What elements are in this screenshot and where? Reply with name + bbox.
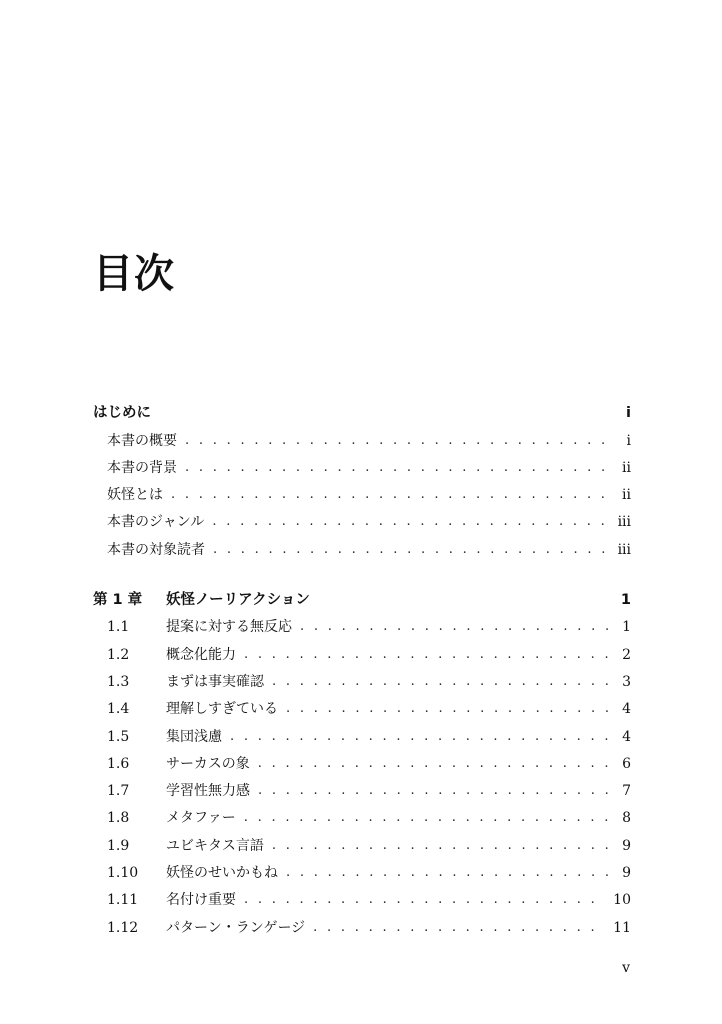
toc-entry-title: 本書の対象読者 [107,541,205,558]
toc-entry[interactable] [93,692,631,719]
dot-leader [286,863,611,883]
section-number: 1.12 [107,919,139,936]
toc-entry-title: パターン・ランゲージ [166,919,306,936]
toc-entry[interactable] [93,478,631,505]
toc-entry[interactable] [93,637,631,664]
toc-entry[interactable] [93,828,631,855]
toc-entry-title: 学習性無力感 [166,783,250,800]
dot-leader [230,727,611,747]
page-number: v [622,960,630,976]
toc-entry-title: まずは事実確認 [166,673,264,690]
toc-entry[interactable] [93,665,631,692]
toc-entry-page: 4 [622,701,631,718]
section-number: 1.11 [107,892,139,909]
section-number: 1.1 [107,619,130,636]
toc-entry-title: メタファー [166,810,236,827]
dot-leader [272,672,611,692]
section-number: 1.7 [107,783,130,800]
toc-entry-page: 7 [622,783,631,800]
toc-heading-title: はじめに [93,405,151,422]
toc-entry-title: 理解しすぎている [166,701,278,718]
toc-entry[interactable] [93,774,631,801]
toc-entry[interactable] [93,856,631,883]
dot-leader [244,890,603,910]
toc-entry[interactable] [93,505,631,532]
dot-leader [185,431,611,451]
toc-heading-chapter-1[interactable] [93,583,631,610]
toc-entry-page: 9 [622,865,631,882]
toc-heading-page: 1 [620,592,631,609]
toc-entry-page: 8 [622,810,631,827]
section-number: 1.8 [107,810,130,827]
toc-entry-page: 11 [613,919,631,936]
toc-entry-title: 本書の概要 [107,432,177,449]
dot-leader [185,458,611,478]
toc-entry-page: 2 [622,646,631,663]
toc-entry-title: 集団浅慮 [166,728,222,745]
section-number: 1.10 [107,865,139,882]
dot-leader [171,485,611,505]
toc-entry[interactable] [93,801,631,828]
toc-heading-title: 妖怪ノーリアクション [166,592,310,609]
section-number: 1.4 [107,701,130,718]
dot-leader [313,918,603,938]
toc-heading-preface[interactable] [93,396,631,423]
toc-entry[interactable] [93,910,631,937]
section-number: 1.5 [107,728,130,745]
toc-entry[interactable] [93,451,631,478]
toc-entry-page: ii [622,459,631,476]
toc-entry-title: 本書のジャンル [107,514,205,531]
toc-entry[interactable] [93,883,631,910]
toc-entry-page: 9 [622,837,631,854]
dot-leader [300,617,611,637]
toc-entry[interactable] [93,719,631,746]
dot-leader [213,540,608,560]
dot-leader [244,808,611,828]
toc-entry[interactable] [93,532,631,559]
toc-entry-title: 妖怪とは [107,487,163,504]
toc-heading-page: i [626,405,631,422]
section-number: 1.9 [107,837,130,854]
toc-entry-title: 本書の背景 [107,459,177,476]
toc-entry-page: iii [617,514,631,531]
toc-section-chapter-1 [93,583,631,938]
dot-leader [286,699,611,719]
table-of-contents [93,396,631,938]
toc-section-preface [93,396,631,560]
toc-entry-page: 4 [622,728,631,745]
toc-entry-page: 10 [613,892,631,909]
dot-leader [258,754,611,774]
dot-leader [272,836,611,856]
toc-entry-title: 名付け重要 [166,892,236,909]
page-title: 目次 [93,251,175,297]
section-number: 1.2 [107,646,130,663]
toc-entry[interactable] [93,747,631,774]
toc-entry-page: iii [617,541,631,558]
toc-entry-title: 提案に対する無反応 [166,619,292,636]
toc-entry-page: 3 [622,673,631,690]
toc-entry-title: 概念化能力 [166,646,236,663]
toc-entry-title: ユビキタス言語 [166,837,264,854]
section-number: 1.6 [107,755,130,772]
section-number: 1.3 [107,673,130,690]
toc-entry[interactable] [93,610,631,637]
dot-leader [258,781,611,801]
toc-entry-page: i [626,432,631,449]
toc-entry-page: 1 [622,619,631,636]
toc-entry-page: ii [622,487,631,504]
toc-entry-page: 6 [622,755,631,772]
dot-leader [244,645,611,665]
toc-entry[interactable] [93,423,631,450]
chapter-number: 第 1 章 [93,592,143,609]
toc-entry-title: 妖怪のせいかもね [166,865,278,882]
dot-leader [212,512,607,532]
toc-entry-title: サーカスの象 [166,755,250,772]
